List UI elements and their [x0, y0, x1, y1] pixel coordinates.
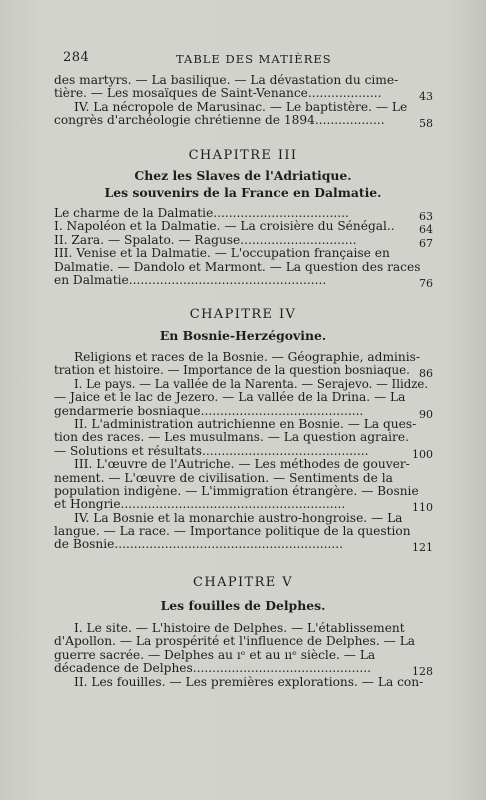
toc-line-text: population indigène. — L'immigration étrangère. — Bosnie — [54, 483, 419, 498]
toc-line-text: d'Apollon. — La prospérité et l'influence de Delphes. — La — [54, 634, 416, 649]
toc-line-text: tration et histoire. — Importance de la question bosniaque. — [54, 363, 410, 378]
chapter-3-title: CHAPITRE III — [188, 148, 298, 163]
toc-line — [54, 635, 428, 648]
toc-block-continued — [54, 73, 433, 131]
toc-line — [54, 232, 433, 250]
toc-line-text: — Jaice et le lac de Jezero. — La vallée de la Drina. — La — [54, 390, 406, 405]
toc-line-text: I. Le site. — L'histoire de Delphes. — L'établissement — [74, 621, 405, 635]
toc-line-text: décadence de Delphes.............................................. — [54, 661, 371, 676]
toc-line-text: I. Le pays. — La vallée de la Narenta. — Serajevo. — Ilidze. — [74, 376, 429, 391]
toc-page-number: 67 — [419, 236, 433, 250]
toc-line-text: de Bosnie........................................................... — [54, 537, 343, 552]
toc-line — [54, 431, 428, 444]
toc-line — [54, 443, 433, 461]
toc-line-text: II. L'administration autrichienne en Bosnie. — La ques- — [74, 416, 417, 431]
toc-line-text: II. Les fouilles. — Les premières explorations. — La con- — [74, 674, 424, 689]
toc-line — [54, 537, 433, 555]
toc-line — [54, 219, 433, 237]
chapter-4-subtitle: En Bosnie-Herzégovine. — [159, 328, 327, 343]
toc-line-text: tion des races. — Les musulmans. — La question agraire. — [54, 430, 409, 445]
toc-page-number: 76 — [419, 276, 433, 290]
chapter-5-title: CHAPITRE V — [192, 575, 294, 590]
toc-line — [54, 525, 428, 538]
toc-line — [54, 261, 428, 274]
toc-line — [54, 86, 433, 104]
toc-line — [54, 363, 433, 381]
toc-line-text: langue. — La race. — Importance politique de la question — [54, 524, 411, 539]
toc-line — [54, 418, 428, 431]
toc-page-number: 43 — [419, 90, 433, 104]
toc-page-number: 90 — [419, 407, 433, 421]
chapter-4-entries — [54, 350, 433, 555]
toc-line — [54, 378, 428, 391]
toc-page-number: 121 — [412, 541, 433, 555]
toc-line — [54, 101, 428, 114]
toc-line — [54, 403, 433, 421]
page-number: 284 — [63, 50, 90, 65]
toc-line-text: III. L'œuvre de l'Autriche. — Les méthodes de gouver- — [74, 457, 410, 472]
toc-line-text: en Dalmatie................................................... — [54, 272, 327, 287]
toc-line — [54, 472, 428, 485]
toc-line — [54, 351, 428, 364]
toc-line-text: congrès d'archéologie chrétienne de 1894.................. — [54, 113, 385, 128]
toc-line-text: guerre sacrée. — Delphes au ıᵉ et au ııᵉ siècle. — La — [54, 647, 376, 662]
toc-page-number: 110 — [412, 501, 433, 515]
toc-line — [54, 113, 433, 131]
toc-line-text: Dalmatie. — Dandolo et Marmont. — La question des races — [54, 259, 421, 274]
chapter-3-entries — [54, 206, 433, 290]
chapter-4-title: CHAPITRE IV — [189, 307, 297, 322]
toc-line-text: IV. La nécropole de Marusinac. — Le baptistère. — Le — [74, 99, 408, 114]
toc-line-text: I. Napoléon et la Dalmatie. — La croisière du Sénégal.. — [54, 219, 395, 234]
toc-line-text: et Hongrie.......................................................... — [54, 497, 346, 512]
toc-line — [54, 458, 428, 471]
chapter-3-subtitle-1: Chez les Slaves de l'Adriatique. — [134, 168, 352, 183]
toc-line — [54, 206, 433, 223]
toc-line-text: — Solutions et résultats........................................... — [54, 443, 369, 458]
toc-line — [54, 497, 433, 515]
toc-page-number: 100 — [412, 447, 433, 461]
toc-line — [54, 622, 428, 635]
toc-line-text: Le charme de la Dalmatie................................... — [54, 206, 349, 220]
toc-line — [54, 512, 428, 525]
toc-line-text: nement. — L'œuvre de civilisation. — Sentiments de la — [54, 470, 393, 485]
toc-line-text: tière. — Les mosaïques de Saint-Venance................... — [54, 86, 382, 101]
toc-line-text: II. Zara. — Spalato. — Raguse.............................. — [54, 232, 357, 247]
toc-line-text: III. Venise et la Dalmatie. — L'occupation française en — [54, 246, 390, 261]
toc-page-number: 128 — [412, 665, 433, 679]
toc-line — [54, 649, 428, 662]
chapter-3-subtitle-2: Les souvenirs de la France en Dalmatie. — [104, 185, 382, 200]
toc-line — [54, 391, 428, 404]
toc-line-text: des martyrs. — La basilique. — La dévastation du cime- — [54, 73, 399, 87]
toc-line — [54, 74, 428, 87]
toc-line — [54, 272, 433, 290]
toc-line-text: gendarmerie bosniaque.......................................... — [54, 403, 364, 418]
toc-line-text: IV. La Bosnie et la monarchie austro-hongroise. — La — [74, 510, 403, 525]
toc-page-number: 58 — [419, 117, 433, 131]
chapter-5-subtitle: Les fouilles de Delphes. — [160, 598, 326, 613]
toc-line — [54, 247, 428, 260]
chapter-5-entries — [54, 621, 433, 689]
toc-page-number: 86 — [419, 367, 433, 381]
toc-line — [54, 485, 428, 498]
running-title: TABLE DES MATIÈRES — [176, 52, 332, 66]
toc-line — [54, 661, 433, 679]
toc-page-number: 64 — [419, 223, 433, 237]
toc-page-number: 63 — [419, 210, 433, 223]
toc-line — [54, 676, 428, 689]
toc-line-text: Religions et races de la Bosnie. — Géographie, adminis- — [74, 350, 421, 364]
